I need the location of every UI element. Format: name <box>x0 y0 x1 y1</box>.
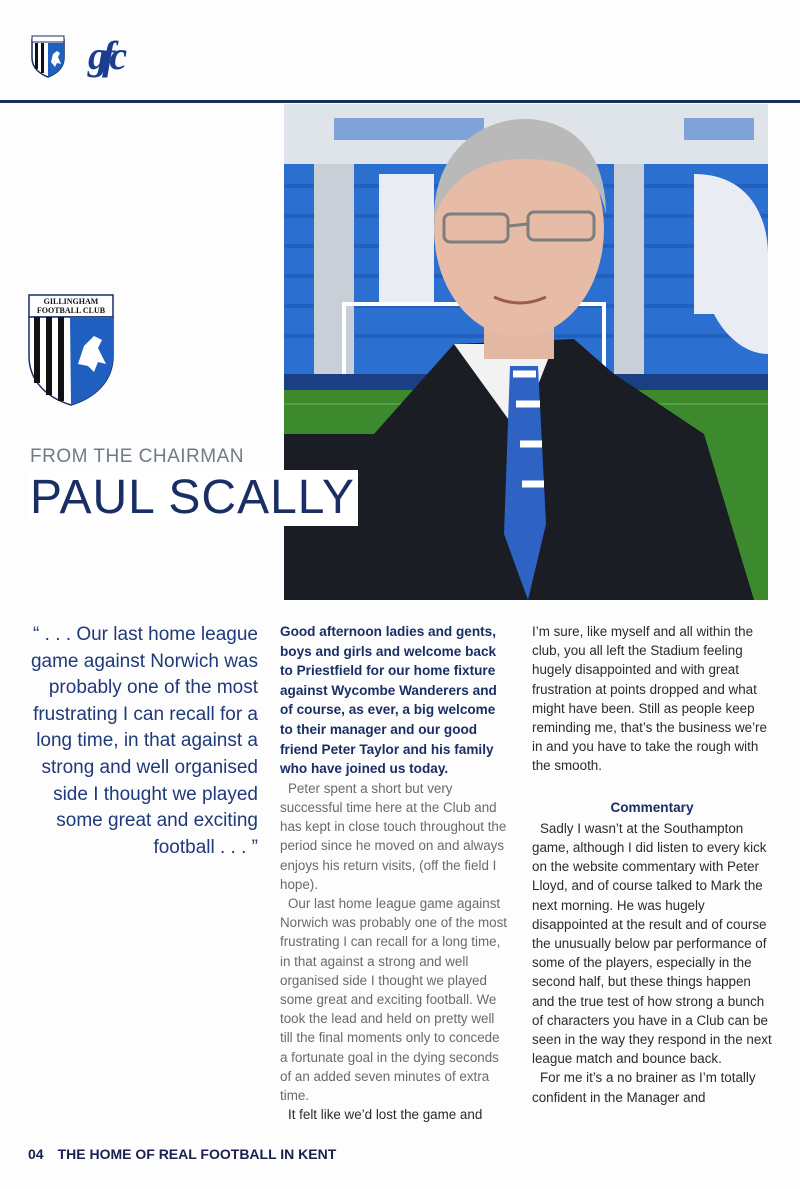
crest-line-2: FOOTBALL CLUB <box>36 306 106 315</box>
lead-paragraph: Good afternoon ladies and gents, boys and girls and welcome back to Priestfield for our home fixture against Wycombe Wanderers and of course, as ever, a big welcome to their manager and our good friend Peter Taylor and his family who have joined us today. <box>280 624 497 777</box>
body-paragraph: Our last home league game against Norwich was probably one of the most frustrating I can recall for a long time, in that against a strong and well organised side I thought we played some great and exciting football. We took the lead and held on pretty well till the final moments only to concede a fortunate goal in the dying seconds of an added seven minutes of extra time. <box>280 895 508 1103</box>
body-column-3 <box>532 622 772 1107</box>
body-paragraph: For me it’s a no brainer as I’m totally confident in the Manager and <box>532 1070 756 1105</box>
page-number: 04 <box>28 1146 44 1162</box>
footer-tagline: THE HOME OF REAL FOOTBALL IN KENT <box>57 1146 337 1162</box>
header-logos <box>30 32 121 80</box>
header-divider <box>0 100 800 103</box>
club-crest-icon <box>28 294 114 406</box>
body-paragraph: Sadly I wasn’t at the Southampton game, although I did listen to every kick on the website commentary with Peter Lloyd, and of course talked to Mark the next morning. He was hugely disappointed at the result and of course the unusually below par performance of some of the players, especially in the second half, but these things happen and the true test of how strong a bunch of characters you have in a Club can be seen in the way they respond in the next league match and bounce back. <box>532 820 772 1067</box>
body-paragraph: I’m sure, like myself and all within the club, you all left the Stadium feeling hugely disappointed and with great frustration at points dropped and what might have been. Still as people keep reminding me, that’s the business we’re in and you have to take the rough with the smooth. <box>532 624 767 774</box>
section-subhead: Commentary <box>610 799 694 815</box>
body-column-2 <box>280 622 510 1124</box>
page-footer <box>28 1146 336 1162</box>
pull-quote: “ . . . Our last home league game against Norwich was probably one of the most frustrating I can recall for a long time, in that against a strong and well organised side I thought we played some great and exciting football . . . ” <box>30 624 258 858</box>
club-crest-icon <box>30 34 66 78</box>
gfc-monogram-icon: gfc <box>88 33 122 78</box>
crest-line-1: GILLINGHAM <box>43 297 99 306</box>
body-paragraph: It felt like we’d lost the game and <box>288 1107 483 1123</box>
body-paragraph: Peter spent a short but very successful time here at the Club and has kept in close touch throughout the period since he moved on and always enjoys his return visits, (off the field I hope). <box>280 780 507 892</box>
article-kicker: FROM THE CHAIRMAN <box>30 446 244 467</box>
article-title: PAUL SCALLY <box>30 471 355 524</box>
